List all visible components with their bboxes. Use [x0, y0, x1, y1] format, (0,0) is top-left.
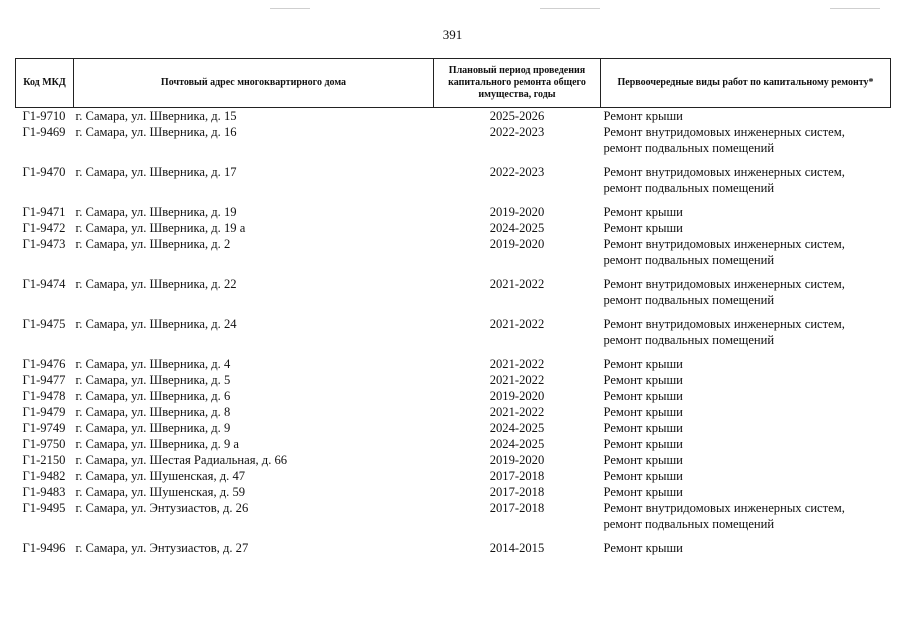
table-row	[16, 108, 891, 125]
cell-address: г. Самара, ул. Шверника, д. 5	[75, 373, 231, 387]
table-row	[16, 356, 891, 372]
works-line: Ремонт крыши	[603, 221, 683, 235]
works-line: Ремонт крыши	[603, 389, 683, 403]
works-line: Ремонт крыши	[603, 485, 683, 499]
cell-works	[601, 108, 891, 125]
works-line: Ремонт крыши	[603, 421, 683, 435]
cell-code: Г1-9710	[22, 109, 66, 123]
table-row	[16, 276, 891, 316]
works-line: Ремонт внутридомовых инженерных систем,	[603, 317, 845, 331]
cell-period: 2019-2020	[489, 237, 545, 251]
cell-works	[601, 420, 891, 436]
cell-code: Г1-9749	[22, 421, 66, 435]
cell-address: г. Самара, ул. Шверника, д. 24	[75, 317, 237, 331]
works-line: Ремонт внутридомовых инженерных систем,	[603, 237, 845, 251]
cell-works	[601, 164, 891, 204]
table-row	[16, 436, 891, 452]
works-line: Ремонт крыши	[603, 541, 683, 555]
cell-address: г. Самара, ул. Шверника, д. 17	[75, 165, 237, 179]
works-line: Ремонт крыши	[603, 373, 683, 387]
cell-code: Г1-9474	[22, 277, 66, 291]
cell-code: Г1-9477	[22, 373, 66, 387]
cell-address: г. Самара, ул. Шверника, д. 8	[75, 405, 231, 419]
cell-code: Г1-9471	[22, 205, 66, 219]
cell-period: 2021-2022	[489, 405, 545, 419]
cell-works	[601, 436, 891, 452]
works-line: ремонт подвальных помещений	[603, 253, 775, 267]
cell-code: Г1-9470	[22, 165, 66, 179]
works-line: Ремонт крыши	[603, 109, 683, 123]
cell-period: 2021-2022	[489, 357, 545, 371]
cell-works	[601, 452, 891, 468]
cell-period: 2019-2020	[489, 205, 545, 219]
cell-works	[601, 540, 891, 556]
cell-period: 2019-2020	[489, 389, 545, 403]
cell-address: г. Самара, ул. Энтузиастов, д. 27	[75, 541, 249, 555]
cell-period: 2022-2023	[489, 125, 545, 139]
works-line: ремонт подвальных помещений	[603, 141, 775, 155]
cell-code: Г1-9472	[22, 221, 66, 235]
table-body	[16, 108, 891, 557]
header-works: Первоочередные виды работ по капитальному ремонту*	[601, 59, 891, 108]
cell-period: 2021-2022	[489, 277, 545, 291]
cell-works	[601, 236, 891, 276]
table-row	[16, 164, 891, 204]
capital-repair-table	[15, 58, 891, 556]
works-line: Ремонт крыши	[603, 453, 683, 467]
cell-works	[601, 404, 891, 420]
table-row	[16, 316, 891, 356]
cell-works	[601, 220, 891, 236]
works-line: Ремонт внутридомовых инженерных систем,	[603, 165, 845, 179]
table-row	[16, 388, 891, 404]
cell-address: г. Самара, ул. Энтузиастов, д. 26	[75, 501, 249, 515]
table-row	[16, 452, 891, 468]
cell-address: г. Самара, ул. Шверника, д. 15	[75, 109, 237, 123]
works-line: ремонт подвальных помещений	[603, 181, 775, 195]
table-row	[16, 420, 891, 436]
page-number: 391	[442, 27, 463, 42]
cell-address: г. Самара, ул. Шушенская, д. 59	[75, 485, 246, 499]
table-row	[16, 236, 891, 276]
table-row	[16, 468, 891, 484]
cell-code: Г1-9479	[22, 405, 66, 419]
cell-code: Г1-9469	[22, 125, 66, 139]
cell-address: г. Самара, ул. Шверника, д. 19	[75, 205, 237, 219]
cell-period: 2017-2018	[489, 469, 545, 483]
works-line: Ремонт крыши	[603, 405, 683, 419]
cell-works	[601, 484, 891, 500]
works-line: Ремонт крыши	[603, 437, 683, 451]
cell-period: 2021-2022	[489, 373, 545, 387]
works-line: ремонт подвальных помещений	[603, 293, 775, 307]
cell-works	[601, 124, 891, 164]
table-row	[16, 124, 891, 164]
cell-address: г. Самара, ул. Шверника, д. 2	[75, 237, 231, 251]
table-row	[16, 220, 891, 236]
cell-code: Г1-9473	[22, 237, 66, 251]
cell-address: г. Самара, ул. Шверника, д. 4	[75, 357, 231, 371]
cell-address: г. Самара, ул. Шверника, д. 16	[75, 125, 237, 139]
works-line: Ремонт крыши	[603, 469, 683, 483]
cell-works	[601, 356, 891, 372]
cell-period: 2019-2020	[489, 453, 545, 467]
cell-works	[601, 204, 891, 220]
works-line: ремонт подвальных помещений	[603, 333, 775, 347]
works-line: ремонт подвальных помещений	[603, 517, 775, 531]
cell-address: г. Самара, ул. Шушенская, д. 47	[75, 469, 246, 483]
cell-works	[601, 388, 891, 404]
cell-address: г. Самара, ул. Шестая Радиальная, д. 66	[75, 453, 288, 467]
cell-code: Г1-9482	[22, 469, 66, 483]
cell-address: г. Самара, ул. Шверника, д. 9 а	[75, 437, 240, 451]
cell-code: Г1-9483	[22, 485, 66, 499]
cell-address: г. Самара, ул. Шверника, д. 22	[75, 277, 237, 291]
table-row	[16, 204, 891, 220]
header-code: Код МКД	[16, 59, 74, 108]
table-row	[16, 484, 891, 500]
header-address: Почтовый адрес многоквартирного дома	[74, 59, 434, 108]
cell-period: 2024-2025	[489, 221, 545, 235]
works-line: Ремонт крыши	[603, 357, 683, 371]
table-row	[16, 372, 891, 388]
scan-artifact-left	[270, 8, 310, 9]
works-line: Ремонт крыши	[603, 205, 683, 219]
cell-code: Г1-9476	[22, 357, 66, 371]
cell-code: Г1-9496	[22, 541, 66, 555]
cell-address: г. Самара, ул. Шверника, д. 9	[75, 421, 231, 435]
cell-period: 2024-2025	[489, 421, 545, 435]
scan-artifact-right	[830, 8, 880, 9]
cell-works	[601, 468, 891, 484]
cell-period: 2021-2022	[489, 317, 545, 331]
cell-code: Г1-9478	[22, 389, 66, 403]
cell-works	[601, 316, 891, 356]
cell-address: г. Самара, ул. Шверника, д. 6	[75, 389, 231, 403]
scan-artifact-center	[540, 8, 600, 9]
works-line: Ремонт внутридомовых инженерных систем,	[603, 125, 845, 139]
cell-code: Г1-9750	[22, 437, 66, 451]
cell-period: 2025-2026	[489, 109, 545, 123]
table-row	[16, 500, 891, 540]
cell-period: 2017-2018	[489, 485, 545, 499]
table-row	[16, 404, 891, 420]
works-line: Ремонт внутридомовых инженерных систем,	[603, 501, 845, 515]
cell-works	[601, 372, 891, 388]
table-row	[16, 540, 891, 556]
works-line: Ремонт внутридомовых инженерных систем,	[603, 277, 845, 291]
table-header-row	[16, 59, 891, 108]
cell-code: Г1-9475	[22, 317, 66, 331]
cell-period: 2014-2015	[489, 541, 545, 555]
cell-code: Г1-2150	[22, 453, 66, 467]
cell-period: 2017-2018	[489, 501, 545, 515]
cell-works	[601, 276, 891, 316]
cell-works	[601, 500, 891, 540]
cell-period: 2022-2023	[489, 165, 545, 179]
cell-address: г. Самара, ул. Шверника, д. 19 а	[75, 221, 246, 235]
cell-code: Г1-9495	[22, 501, 66, 515]
header-period: Плановый период проведения капитального ремонта общего имущества, годы	[434, 59, 601, 108]
cell-period: 2024-2025	[489, 437, 545, 451]
